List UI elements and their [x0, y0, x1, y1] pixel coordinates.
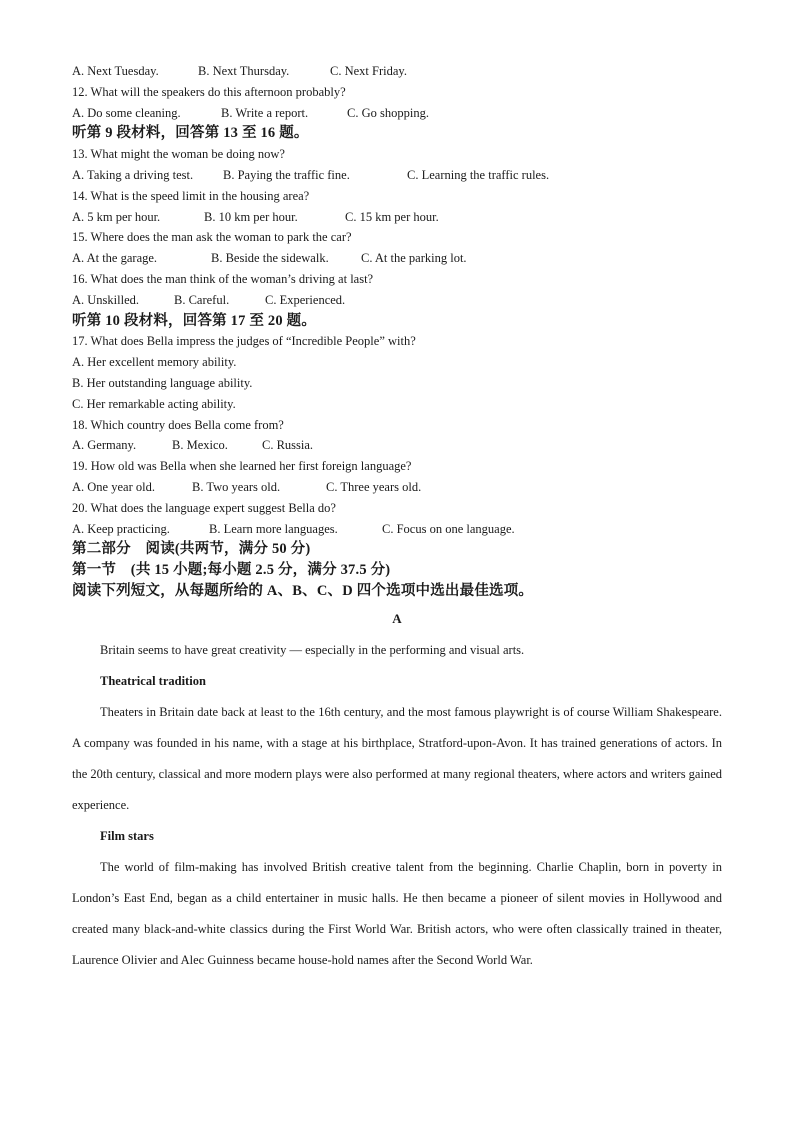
reading-instruction: 阅读下列短文，从每题所给的 A、B、C、D 四个选项中选出最佳选项。 — [72, 582, 534, 599]
option-b: B. Next Thursday. — [198, 64, 290, 78]
q16-options — [72, 290, 722, 311]
option-c: C. Her remarkable acting ability. — [72, 396, 236, 411]
option-a: A. One year old. — [72, 479, 155, 494]
question-13: 13. What might the woman be doing now? — [72, 147, 285, 162]
option-a: A. 5 km per hour. — [72, 209, 161, 224]
option-b: B. Two years old. — [192, 479, 281, 494]
section-9-heading: 听第 9 段材料，回答第 13 至 16 题。 — [72, 125, 309, 142]
option-c: C. Focus on one language. — [382, 521, 515, 536]
option-c: C. Russia. — [262, 438, 314, 453]
q15-options — [72, 248, 722, 269]
option-a: A. Her excellent memory ability. — [72, 355, 237, 370]
q13-options — [72, 165, 722, 186]
passage-intro: Britain seems to have great creativity — especially in the performing and visual arts. — [100, 642, 525, 657]
part-2-heading: 第二部分 阅读(共两节，满分 50 分) — [72, 541, 311, 558]
subheading-film-stars: Film stars — [100, 828, 154, 843]
question-18: 18. Which country does Bella come from? — [72, 417, 284, 432]
section-1-heading: 第一节 (共 15 小题;每小题 2.5 分，满分 37.5 分) — [72, 562, 391, 579]
option-c: C. 15 km per hour. — [345, 209, 439, 224]
option-a: A. Germany. — [72, 438, 137, 453]
option-c: C. Experienced. — [265, 292, 346, 307]
option-b: B. 10 km per hour. — [204, 209, 298, 224]
q11-options — [72, 61, 722, 82]
question-16: 16. What does the man think of the woman’s driving at last? — [72, 271, 374, 286]
option-a: A. Taking a driving test. — [72, 167, 194, 182]
option-b: B. Write a report. — [221, 105, 309, 120]
question-14: 14. What is the speed limit in the housing area? — [72, 188, 310, 203]
q19-options — [72, 477, 722, 498]
section-10-heading: 听第 10 段材料，回答第 17 至 20 题。 — [72, 312, 317, 329]
option-c: C. Go shopping. — [347, 105, 429, 120]
option-b: B. Learn more languages. — [209, 521, 338, 536]
option-b: B. Beside the sidewalk. — [211, 251, 329, 266]
exam-page — [72, 61, 722, 976]
option-a: A. Keep practicing. — [72, 521, 170, 536]
paragraph-theaters: Theaters in Britain date back at least to the 16th century, and the most famous playwright is of course William Shakespeare. A company was founded in his name, with a stage at his birthplace, Stratford-upon-Avon. It has trained generations of actors. In the 20th century, classical and more modern plays were also performed at many regional theaters, where actors and writers gained experience. — [72, 704, 722, 812]
option-c: C. Learning the traffic rules. — [407, 167, 550, 182]
q18-options — [72, 435, 722, 456]
question-17: 17. What does Bella impress the judges of “Incredible People” with? — [72, 334, 416, 349]
option-b: B. Mexico. — [172, 438, 228, 453]
question-19: 19. How old was Bella when she learned her first foreign language? — [72, 459, 412, 474]
option-a: A. At the garage. — [72, 251, 158, 266]
option-b: B. Paying the traffic fine. — [223, 167, 350, 182]
question-20: 20. What does the language expert suggest Bella do? — [72, 500, 336, 515]
subheading-theatrical-tradition: Theatrical tradition — [100, 673, 206, 688]
option-c: C. Three years old. — [326, 479, 422, 494]
option-c: C. At the parking lot. — [361, 251, 467, 266]
option-a: A. Next Tuesday. — [72, 64, 159, 78]
question-12: 12. What will the speakers do this afternoon probably? — [72, 84, 346, 99]
q12-options — [72, 103, 722, 124]
q14-options — [72, 207, 722, 228]
option-a: A. Unskilled. — [72, 292, 140, 307]
passage-label: A — [392, 610, 402, 626]
q20-options — [72, 519, 722, 540]
option-c: C. Next Friday. — [330, 64, 407, 78]
option-a: A. Do some cleaning. — [72, 105, 181, 120]
question-15: 15. Where does the man ask the woman to park the car? — [72, 230, 352, 245]
option-b: B. Careful. — [174, 292, 230, 307]
paragraph-film: The world of film-making has involved British creative talent from the beginning. Charlie Chaplin, born in poverty in London’s East End, began as a child entertainer in music halls. He then became a pioneer of silent movies in Hollywood and created many black-and-white classics during the First World War. British actors, who were often classically trained in theater, Laurence Olivier and Alec Guinness became house-hold names after the Second World War. — [72, 859, 722, 967]
option-b: B. Her outstanding language ability. — [72, 375, 253, 390]
